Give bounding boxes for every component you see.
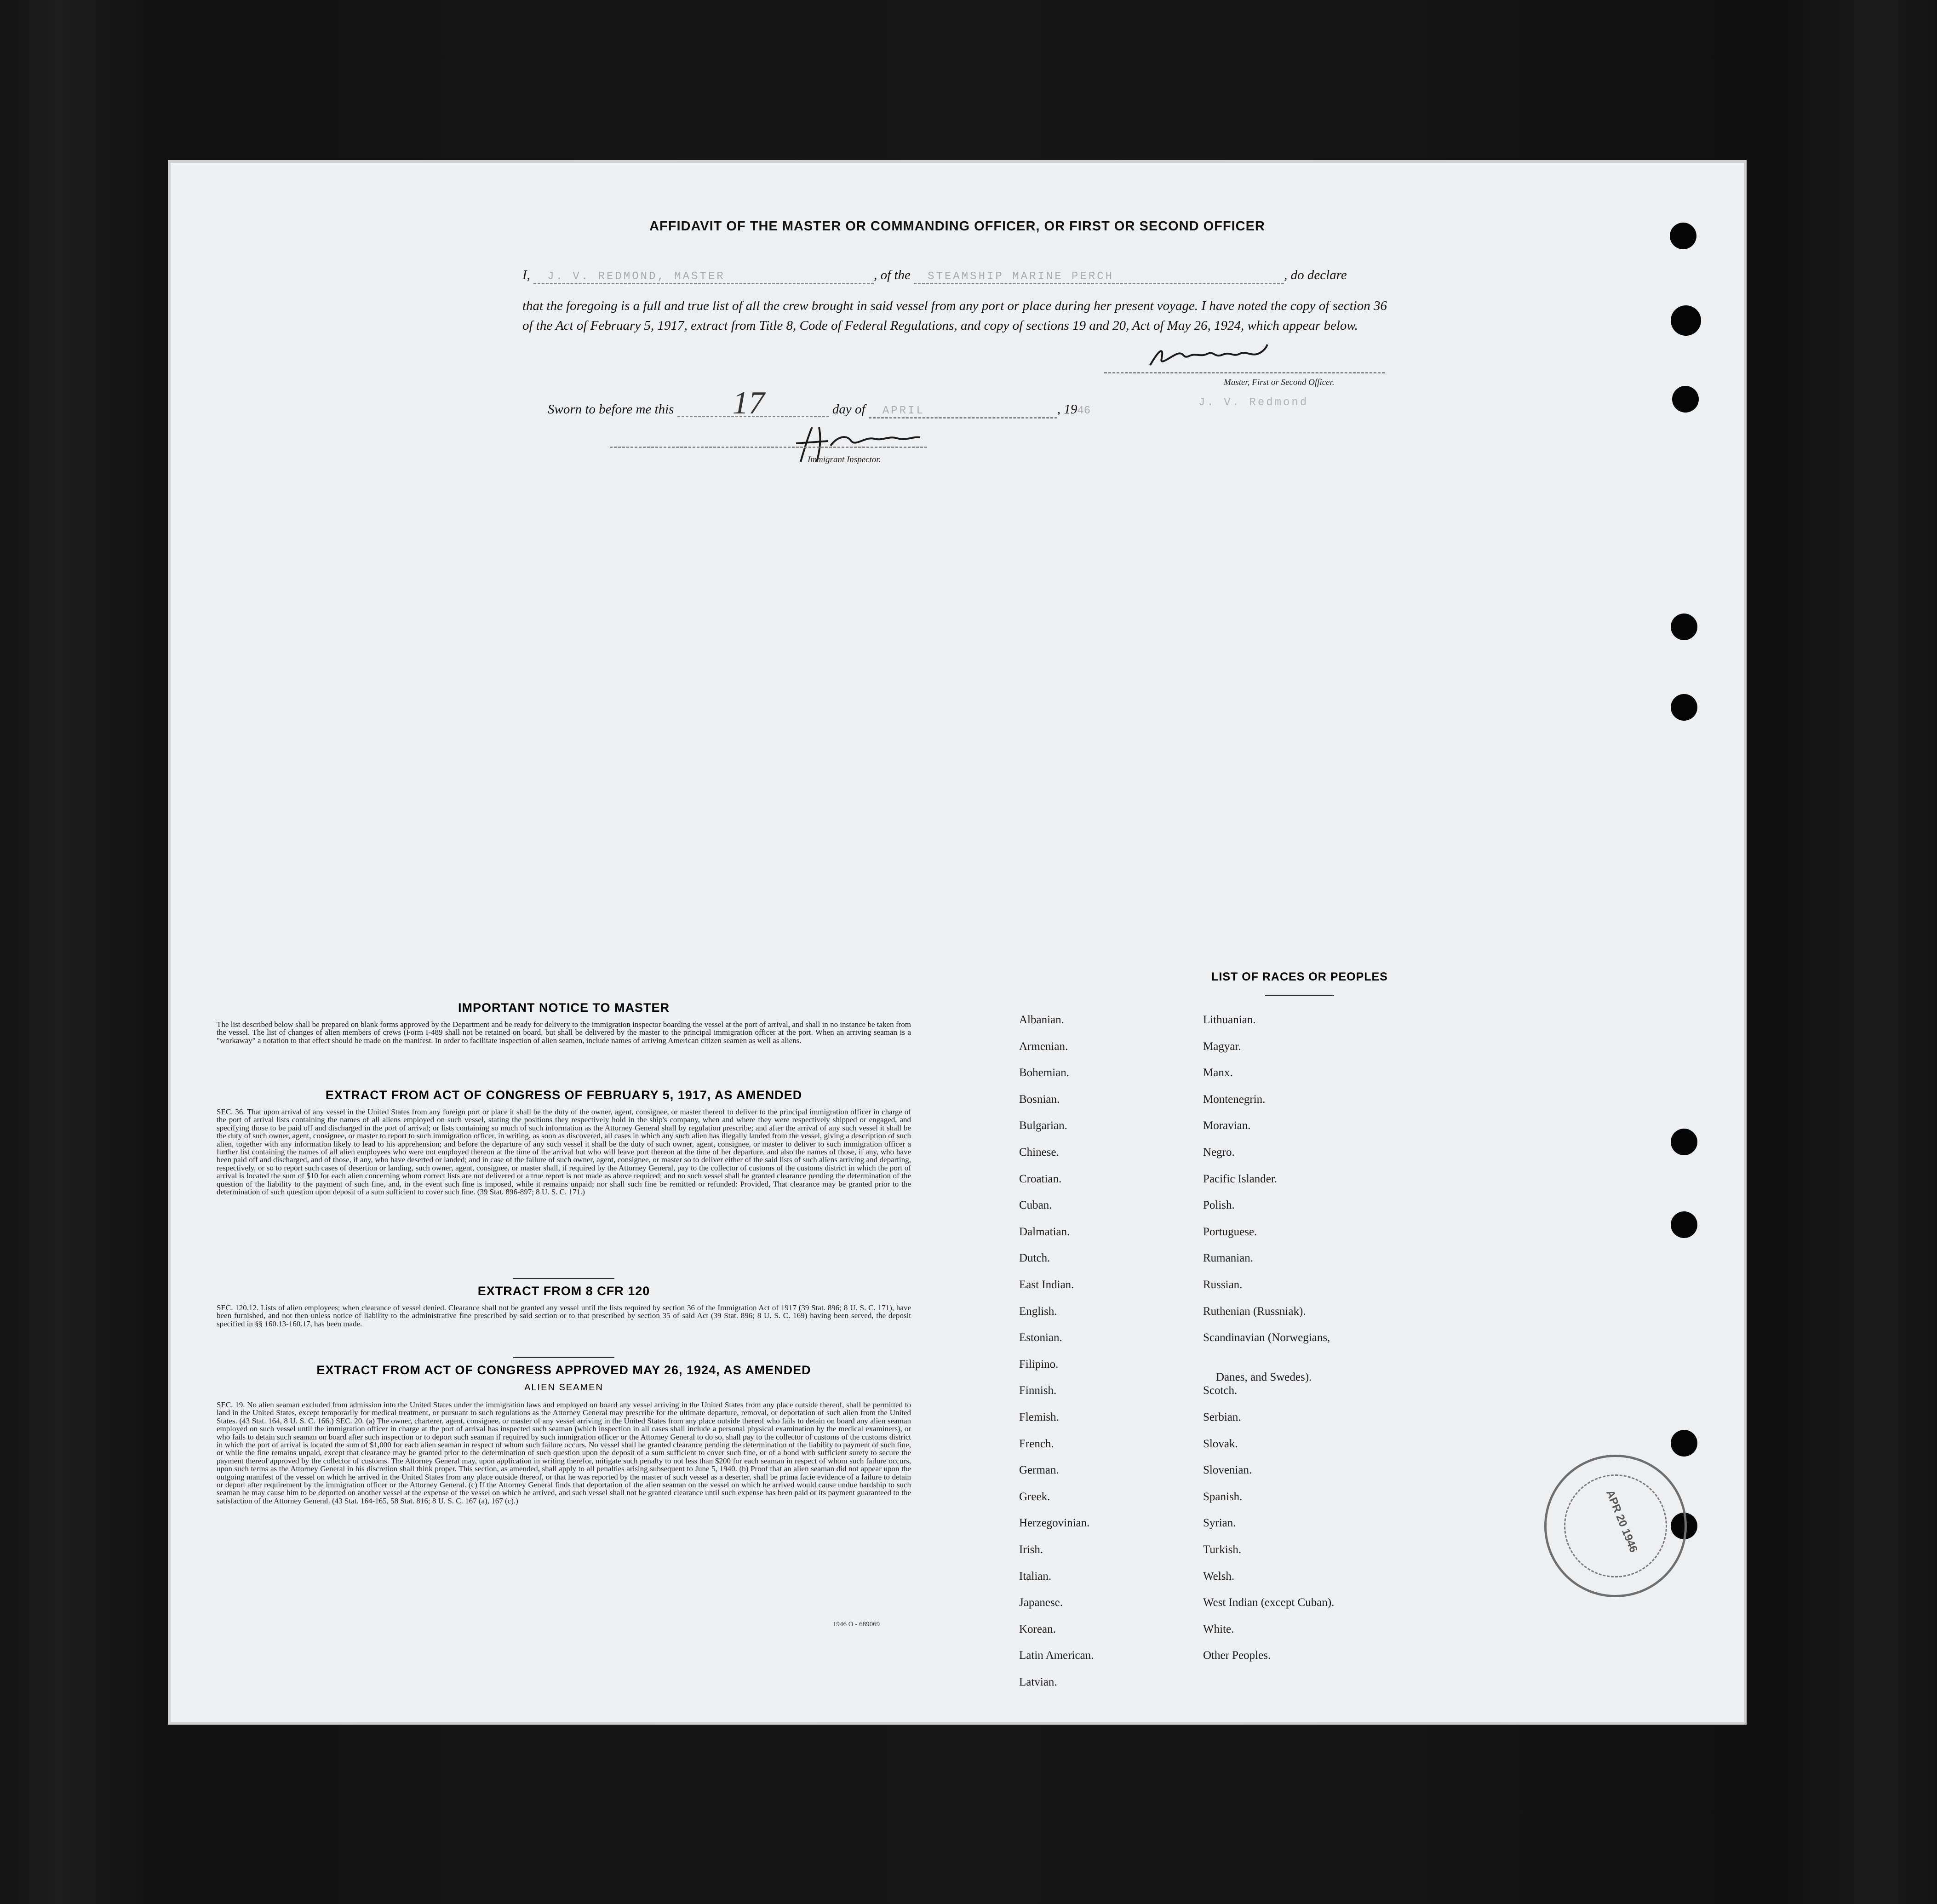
race-item: Italian. bbox=[1019, 1570, 1052, 1583]
race-item: Lithuanian. bbox=[1203, 1014, 1256, 1026]
race-item: Danes, and Swedes). bbox=[1216, 1371, 1312, 1383]
inspector-signature-line bbox=[610, 447, 927, 448]
section-divider bbox=[513, 1357, 614, 1358]
race-item: Russian. bbox=[1203, 1279, 1243, 1291]
race-item: Croatian. bbox=[1019, 1172, 1062, 1185]
extract-cfr-body: SEC. 120.12. Lists of alien employees; when clearance of vessel denied. Clearance shall not be granted any vessel until the lists required by section 36 of the Immigration Act of 1917 (39 Stat. 896; 8 U. S. C. 171), have been furnished, and not then unless notice of liability to the administrative fine prescribed by said section or to that prescribed by section 35 of said Act (39 Stat. 896; 8 U. S. C. 169) having been served, the deposit specified in §§ 160.13-160.17, has been made. bbox=[217, 1303, 911, 1328]
punch-hole bbox=[1672, 386, 1699, 413]
race-item: Dutch. bbox=[1019, 1252, 1050, 1265]
extract-1917-title: EXTRACT FROM ACT OF CONGRESS OF FEBRUARY 5, 1917, AS AMENDED bbox=[325, 1088, 802, 1102]
declarant-prefix: I, bbox=[522, 268, 530, 282]
race-item: Serbian. bbox=[1203, 1411, 1241, 1423]
affidavit-title: AFFIDAVIT OF THE MASTER OR COMMANDING OFFICER, OR FIRST OR SECOND OFFICER bbox=[649, 219, 1265, 234]
race-item: Albanian. bbox=[1019, 1014, 1064, 1026]
extract-1924-title: EXTRACT FROM ACT OF CONGRESS APPROVED MAY 26, 1924, AS AMENDED bbox=[316, 1363, 811, 1377]
section-divider bbox=[513, 1278, 614, 1279]
of-the-label: , of the bbox=[874, 268, 911, 282]
race-item: White. bbox=[1203, 1623, 1234, 1635]
race-item: Pacific Islander. bbox=[1203, 1172, 1278, 1185]
race-item: Welsh. bbox=[1203, 1570, 1235, 1583]
master-signature-line bbox=[1104, 372, 1385, 373]
race-item: Flemish. bbox=[1019, 1411, 1059, 1423]
receipt-stamp-date: APR 20 1946 bbox=[1603, 1488, 1640, 1554]
race-item: German. bbox=[1019, 1464, 1059, 1477]
extract-1917-body: SEC. 36. That upon arrival of any vessel in the United States from any foreign port or place it shall be the duty of the owner, agent, consignee, or master thereof to deliver to the principal immigration officer in charge of the port of arrival lists containing the names of all aliens employed on such vessel, stating the positions they respectively hold in the ship's company, when and where they were respectively shipped or engaged, and specifying those to be paid off and discharged in the port of arrival; or lists containing so much of such information as the Attorney General shall by regulation prescribe; and after the arrival of any such vessel it shall be the duty of such owner, agent, consignee, or master to report to such immigration officer, in writing, as soon as discovered, all cases in which any such alien has illegally landed from the vessel, giving a description of such alien, together with any information likely to lead to his apprehension; and before the departure of any such vessel it shall be the duty of such owner, agent, consignee, or master to deliver to such immigration officer a further list containing the names of all alien employees who were not employed thereon at the time of the arrival but who will leave port thereon at the time of her departure, and also the names of those, if any, who have been paid off and discharged, and of those, if any, who have deserted or landed; and in case of the failure of such owner, agent, consignee, or master so to deliver either of the said lists of such aliens arriving and departing, respectively, or so to report such cases of desertion or landing, such owner, agent, consignee, or master shall, if required by the Attorney General, pay to the collector of customs of the customs district in which the port of arrival is located the sum of $10 for each alien concerning whom correct lists are not delivered or a true report is not made as above required; and no such vessel shall be granted clearance pending the determination of the question of the liability to the payment of such fine, and, in the event such fine is imposed, while it remains unpaid; nor shall such fine be remitted or refunded: Provided, That clearance may be granted prior to the determination of such question upon deposit of a sum sufficient to cover such fine. (39 Stat. 896-897; 8 U. S. C. 171.) bbox=[217, 1107, 911, 1197]
year-prefix: , 19 bbox=[1057, 402, 1077, 417]
race-item: Japanese. bbox=[1019, 1596, 1063, 1609]
month-field: APRIL bbox=[869, 405, 1057, 419]
races-divider bbox=[1265, 995, 1334, 996]
race-item: Slovenian. bbox=[1203, 1464, 1252, 1477]
notice-title: IMPORTANT NOTICE TO MASTER bbox=[458, 1001, 670, 1015]
race-item: Scandinavian (Norwegians, bbox=[1203, 1331, 1330, 1344]
race-item: Negro. bbox=[1203, 1146, 1235, 1158]
race-item: Manx. bbox=[1203, 1067, 1233, 1079]
race-item: Greek. bbox=[1019, 1490, 1050, 1503]
race-item: Magyar. bbox=[1203, 1040, 1241, 1053]
race-item: Latin American. bbox=[1019, 1649, 1094, 1662]
notice-body: The list described below shall be prepared on blank forms approved by the Department and be ready for delivery to the immigration inspector boarding the vessel at the port of arrival, and shall in no instance be taken from the vessel. The list of changes of alien members of crews (Form I-489 shall not be retained on board, but shall be delivered by the master to the principal immigration officer at the port. When an arriving seaman is a "workaway" a notation to that effect should be made on the manifest. In order to facilitate inspection of alien seamen, include names of arriving American citizen seamen as well as aliens. bbox=[217, 1020, 911, 1045]
race-item: Bohemian. bbox=[1019, 1067, 1070, 1079]
extract-cfr-title: EXTRACT FROM 8 CFR 120 bbox=[477, 1284, 650, 1298]
race-item: Chinese. bbox=[1019, 1146, 1059, 1158]
race-item: Finnish. bbox=[1019, 1384, 1057, 1397]
race-item: Other Peoples. bbox=[1203, 1649, 1271, 1662]
punch-hole bbox=[1671, 1129, 1697, 1155]
affidavit-paragraph: that the foregoing is a full and true list of all the crew brought in said vessel from any port or place during her present voyage. I have noted the copy of section 36 of the Act of February 5, 1917, extract from Title 8, Code of Federal Regulations, and copy of sections 19 and 20, Act of May 26, 1924, which appear below. bbox=[522, 298, 1387, 333]
race-item: Estonian. bbox=[1019, 1331, 1062, 1344]
race-item: Slovak. bbox=[1203, 1437, 1238, 1450]
print-code: 1946 O - 689069 bbox=[833, 1621, 880, 1628]
day-of-label: day of bbox=[832, 402, 865, 417]
sworn-label: Sworn to before me this bbox=[548, 402, 674, 417]
race-item: Moravian. bbox=[1203, 1119, 1251, 1132]
extract-1924-subtitle: ALIEN SEAMEN bbox=[524, 1382, 603, 1393]
race-item: West Indian (except Cuban). bbox=[1203, 1596, 1335, 1609]
race-item: Cuban. bbox=[1019, 1199, 1052, 1212]
vessel-name-field: STEAMSHIP MARINE PERCH bbox=[914, 270, 1284, 284]
master-name-field: J. V. REDMOND, MASTER bbox=[533, 270, 874, 284]
race-item: Herzegovinian. bbox=[1019, 1517, 1090, 1530]
race-item: Rumanian. bbox=[1203, 1252, 1254, 1265]
race-item: Armenian. bbox=[1019, 1040, 1068, 1053]
extract-1924-body: SEC. 19. No alien seaman excluded from admission into the United States under the immigration laws and employed on board any vessel arriving in the United States from any place outside thereof, shall be permitted to land in the United States, except temporarily for medical treatment, or pursuant to such regulations as the Attorney General may prescribe for the ultimate departure, removal, or deportation of such alien from the United States. (43 Stat. 164, 8 U. S. C. 166.) SEC. 20. (a) The owner, charterer, agent, consignee, or master of any vessel arriving in the United States from any place outside thereof who fails to detain on board any alien seaman employed on such vessel until the immigration officer in charge at the port of arrival has inspected such seaman (which inspection in all cases shall include a personal physical examination by the medical examiners), or who fails to detain such seaman on board after such inspection or to deport such seaman if required by such immigration officer or the Attorney General to do so, shall pay to the collector of customs of the customs district in which the port of arrival is located the sum of $1,000 for each alien seaman in respect of whom such failure occurs. No vessel shall be granted clearance pending the determination of the liability to payment of such fine, or while the fine remains unpaid, except that clearance may be granted prior to the determination of such question upon the deposit of a sum sufficient to cover such fine, or of a bond with sufficient surety to secure the payment thereof approved by the collector of customs. The Attorney General may, upon application in writing therefor, mitigate such penalty to not less than $200 for each seaman in respect of whom such failure occurs, upon such terms as the Attorney General in his discretion shall think proper. This section, as amended, shall apply to all penalties arising subsequent to June 5, 1940. (b) Proof that an alien seaman did not appear upon the outgoing manifest of the vessel on which he arrived in the United States from any place outside thereof, or that he was reported by the master of such vessel as a deserter, shall be prima facie evidence of a failure to detain or deport after requirement by the immigration officer or the Attorney General. (c) If the Attorney General finds that deportation of the alien seaman on the vessel on which he arrived would cause undue hardship to such seaman he may cause him to be deported on another vessel at the expense of the vessel on which he arrived, and such vessel shall not be granted clearance until such expense has been paid or its payment guaranteed to the satisfaction of the Attorney General. (43 Stat. 164-165, 58 Stat. 816; 8 U. S. C. 167 (a), 167 (c).) bbox=[217, 1400, 911, 1505]
document-sheet bbox=[168, 160, 1747, 1725]
race-item: Filipino. bbox=[1019, 1358, 1059, 1371]
race-item: Montenegrin. bbox=[1203, 1093, 1266, 1106]
master-signature bbox=[1146, 340, 1297, 372]
punch-hole bbox=[1671, 305, 1701, 336]
race-item: East Indian. bbox=[1019, 1279, 1074, 1291]
race-item: French. bbox=[1019, 1437, 1054, 1450]
race-item: Scotch. bbox=[1203, 1384, 1238, 1397]
race-item: Portuguese. bbox=[1203, 1225, 1257, 1238]
punch-hole bbox=[1671, 1430, 1697, 1457]
race-item: Turkish. bbox=[1203, 1543, 1242, 1556]
race-item: Dalmatian. bbox=[1019, 1225, 1070, 1238]
do-declare-label: , do declare bbox=[1284, 268, 1347, 282]
sworn-day-field: 17 bbox=[677, 403, 829, 417]
race-item: Polish. bbox=[1203, 1199, 1235, 1212]
race-item: Syrian. bbox=[1203, 1517, 1236, 1530]
master-caption: Master, First or Second Officer. bbox=[1224, 378, 1335, 387]
race-item: Korean. bbox=[1019, 1623, 1056, 1635]
affidavit-declaration-line bbox=[522, 268, 1387, 284]
inspector-caption: Immigrant Inspector. bbox=[808, 455, 881, 465]
punch-hole bbox=[1671, 1211, 1697, 1238]
race-item: Spanish. bbox=[1203, 1490, 1243, 1503]
punch-hole bbox=[1671, 614, 1697, 640]
year-field: 46 bbox=[1077, 405, 1091, 417]
punch-hole bbox=[1671, 694, 1697, 721]
typed-master-name: J. V. Redmond bbox=[1198, 396, 1309, 409]
race-item: Latvian. bbox=[1019, 1676, 1057, 1688]
race-item: English. bbox=[1019, 1305, 1057, 1318]
races-title: LIST OF RACES OR PEOPLES bbox=[1211, 970, 1388, 983]
race-item: Ruthenian (Russniak). bbox=[1203, 1305, 1306, 1318]
race-item: Irish. bbox=[1019, 1543, 1043, 1556]
race-item: Bulgarian. bbox=[1019, 1119, 1067, 1132]
race-item: Bosnian. bbox=[1019, 1093, 1060, 1106]
